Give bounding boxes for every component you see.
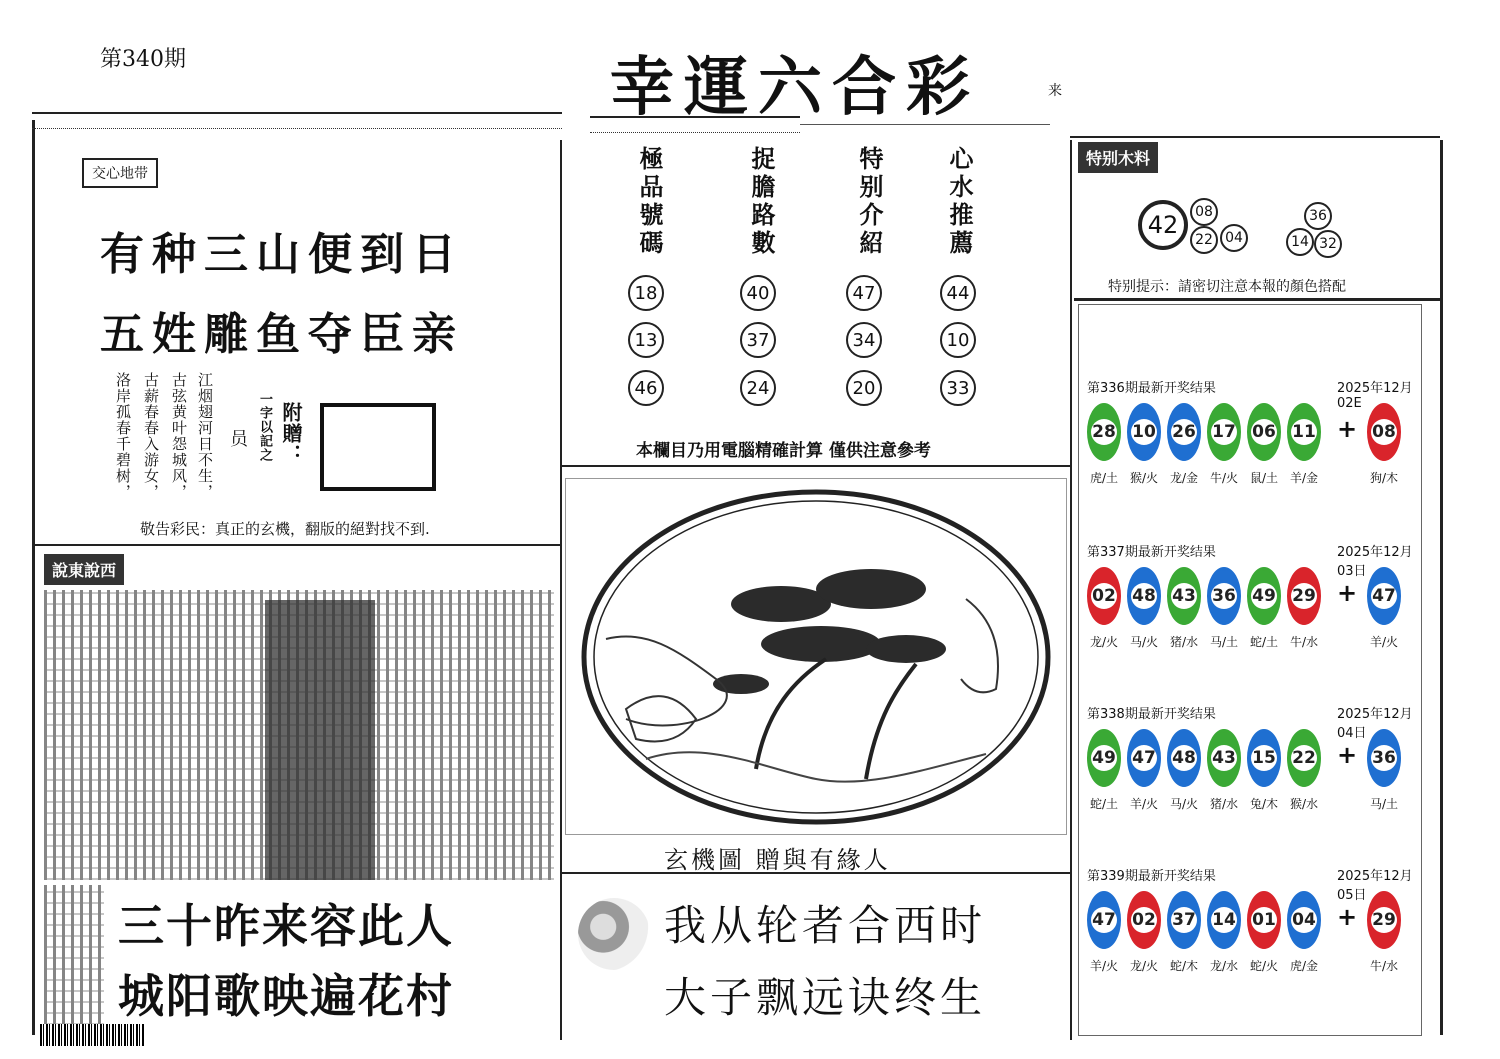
section-tag-special: 特别木料 bbox=[1078, 142, 1158, 173]
column-title-2: 捉膽路數 bbox=[747, 146, 776, 258]
lottery-ball bbox=[1167, 729, 1201, 787]
zodiac-label: 蛇/木 bbox=[1169, 959, 1199, 973]
ball-number: 14 bbox=[1211, 907, 1237, 933]
ball-number: 01 bbox=[1251, 907, 1277, 933]
page-title: 幸運六合彩 bbox=[610, 50, 980, 125]
right-top-border bbox=[1070, 136, 1440, 138]
yin-yang-icon bbox=[578, 898, 650, 970]
zodiac-label: 鼠/土 bbox=[1249, 471, 1279, 485]
zodiac-label: 龙/水 bbox=[1209, 959, 1239, 973]
results-panel bbox=[1078, 304, 1422, 1036]
verse-col-3: 古薪春春入游女， bbox=[142, 372, 160, 500]
result-date: 2025年12月05日 bbox=[1337, 869, 1413, 903]
zodiac-label: 狗/木 bbox=[1369, 471, 1399, 485]
verse-col-1: 江烟翅河日不生， bbox=[196, 372, 214, 500]
zodiac-label: 牛/水 bbox=[1369, 959, 1399, 973]
lottery-ball bbox=[1287, 729, 1321, 787]
ball-number: 36 bbox=[1211, 583, 1237, 609]
ball-number: 29 bbox=[1371, 907, 1397, 933]
plus-sign: + bbox=[1337, 741, 1358, 769]
bottom-poem-line-2: 大子飘远诀终生 bbox=[664, 973, 987, 1022]
poem-line-2: 五姓雕鱼夺臣亲 bbox=[100, 309, 464, 360]
ball-number: 15 bbox=[1251, 745, 1277, 771]
ball-number: 02 bbox=[1131, 907, 1157, 933]
pick-number: 24 bbox=[740, 370, 776, 406]
verse-col-4: 洛岸孤春千碧树， bbox=[114, 372, 132, 500]
pick-number: 47 bbox=[846, 275, 882, 311]
ball-number: 08 bbox=[1371, 419, 1397, 445]
lottery-ball bbox=[1287, 891, 1321, 949]
zodiac-label: 马/火 bbox=[1169, 797, 1199, 811]
zodiac-label: 蛇/土 bbox=[1249, 635, 1279, 649]
warning-text: 敬告彩民：真正的玄機，翻版的絕對找不到. bbox=[140, 520, 430, 538]
ball-number: 17 bbox=[1211, 419, 1237, 445]
zodiac-label: 蛇/土 bbox=[1089, 797, 1119, 811]
lottery-ball bbox=[1367, 891, 1401, 949]
zodiac-label: 猪/水 bbox=[1169, 635, 1199, 649]
pick-number: 40 bbox=[740, 275, 776, 311]
ball-number: 36 bbox=[1371, 745, 1397, 771]
ball-number: 29 bbox=[1291, 583, 1317, 609]
result-title: 第338期最新开奖结果 bbox=[1087, 707, 1216, 722]
lottery-ball bbox=[1127, 729, 1161, 787]
zodiac-label: 蛇/火 bbox=[1249, 959, 1279, 973]
hint-label: 一字以記之 bbox=[257, 392, 272, 462]
lottery-ball bbox=[1207, 567, 1241, 625]
top-left-vine-border bbox=[32, 112, 562, 129]
lottery-ball bbox=[1247, 729, 1281, 787]
title-underline bbox=[800, 124, 1050, 125]
faded-column-block bbox=[265, 600, 375, 880]
gossip-poem-line-2: 城阳歌映遍花村 bbox=[118, 969, 454, 1023]
ball-number: 37 bbox=[1171, 907, 1197, 933]
gossip-poem-line-1: 三十昨来容此人 bbox=[118, 899, 454, 953]
lottery-ball bbox=[1207, 729, 1241, 787]
issue-number: 第340期 bbox=[100, 47, 186, 72]
ball-number: 47 bbox=[1131, 745, 1157, 771]
zodiac-label: 龙/金 bbox=[1169, 471, 1199, 485]
lottery-ball bbox=[1287, 567, 1321, 625]
lottery-ball bbox=[1207, 403, 1241, 461]
answer-box bbox=[320, 403, 436, 491]
zodiac-label: 兔/木 bbox=[1249, 797, 1279, 811]
plus-sign: + bbox=[1337, 903, 1358, 931]
pick-number: 37 bbox=[740, 322, 776, 358]
ball-number: 48 bbox=[1131, 583, 1157, 609]
bottom-poem-line-1: 我从轮者合西时 bbox=[664, 901, 987, 950]
middle-left-divider bbox=[560, 140, 562, 1040]
lottery-ball bbox=[1167, 891, 1201, 949]
poem-line-1: 有种三山便到日 bbox=[100, 229, 464, 280]
result-date: 2025年12月04日 bbox=[1337, 707, 1413, 741]
special-small-number: 08 bbox=[1190, 198, 1218, 226]
zodiac-label: 羊/火 bbox=[1129, 797, 1159, 811]
lottery-ball bbox=[1127, 891, 1161, 949]
ball-number: 49 bbox=[1251, 583, 1277, 609]
middle-right-divider bbox=[1070, 140, 1072, 1040]
ball-number: 02 bbox=[1091, 583, 1117, 609]
plus-sign: + bbox=[1337, 415, 1358, 443]
lottery-ball bbox=[1247, 403, 1281, 461]
result-title: 第336期最新开奖结果 bbox=[1087, 381, 1216, 396]
ball-number: 22 bbox=[1291, 745, 1317, 771]
zodiac-label: 猪/水 bbox=[1209, 797, 1239, 811]
zodiac-label: 牛/水 bbox=[1289, 635, 1319, 649]
ball-number: 48 bbox=[1171, 745, 1197, 771]
special-small-number: 22 bbox=[1190, 226, 1218, 254]
right-vine-border bbox=[1440, 140, 1443, 1035]
ball-number: 47 bbox=[1371, 583, 1397, 609]
zodiac-label: 羊/火 bbox=[1089, 959, 1119, 973]
result-title: 第337期最新开奖结果 bbox=[1087, 545, 1216, 560]
section-tag-gossip: 說東說西 bbox=[44, 554, 124, 585]
lottery-ball bbox=[1087, 891, 1121, 949]
lottery-ball bbox=[1167, 567, 1201, 625]
column-title-1: 極品號碼 bbox=[635, 146, 664, 258]
lottery-ball bbox=[1127, 567, 1161, 625]
pick-number: 46 bbox=[628, 370, 664, 406]
ball-number: 43 bbox=[1171, 583, 1197, 609]
member-char: 员 bbox=[230, 429, 248, 450]
result-title: 第339期最新开奖结果 bbox=[1087, 869, 1216, 884]
special-small-number: 14 bbox=[1286, 228, 1314, 256]
ball-number: 06 bbox=[1251, 419, 1277, 445]
zodiac-label: 龙/火 bbox=[1129, 959, 1159, 973]
zodiac-label: 龙/火 bbox=[1089, 635, 1119, 649]
lottery-ball bbox=[1287, 403, 1321, 461]
right-section-divider bbox=[1074, 298, 1440, 301]
special-small-number: 32 bbox=[1314, 230, 1342, 258]
zodiac-label: 羊/火 bbox=[1369, 635, 1399, 649]
zodiac-label: 马/火 bbox=[1129, 635, 1159, 649]
picture-caption: 玄機圖 贈與有緣人 bbox=[664, 846, 891, 874]
zodiac-label: 马/土 bbox=[1209, 635, 1239, 649]
barcode bbox=[40, 1024, 145, 1046]
lottery-ball bbox=[1367, 567, 1401, 625]
result-date: 2025年12月03日 bbox=[1337, 545, 1413, 579]
lottery-ball bbox=[1247, 567, 1281, 625]
lottery-ball bbox=[1127, 403, 1161, 461]
verse-col-2: 古弦黄叶怨城风， bbox=[170, 372, 188, 500]
zodiac-label: 羊/金 bbox=[1289, 471, 1319, 485]
zodiac-label: 马/土 bbox=[1369, 797, 1399, 811]
pick-number: 18 bbox=[628, 275, 664, 311]
ball-number: 47 bbox=[1091, 907, 1117, 933]
pick-number: 33 bbox=[940, 370, 976, 406]
ball-number: 26 bbox=[1171, 419, 1197, 445]
lottery-ball bbox=[1367, 403, 1401, 461]
zodiac-label: 猴/火 bbox=[1129, 471, 1159, 485]
column-title-3: 特别介紹 bbox=[855, 146, 884, 258]
plus-sign: + bbox=[1337, 579, 1358, 607]
ball-number: 10 bbox=[1131, 419, 1157, 445]
lottery-ball bbox=[1087, 729, 1121, 787]
ball-number: 04 bbox=[1291, 907, 1317, 933]
ball-number: 43 bbox=[1211, 745, 1237, 771]
zodiac-label: 牛/火 bbox=[1209, 471, 1239, 485]
lottery-ball bbox=[1087, 403, 1121, 461]
mystery-picture bbox=[565, 478, 1067, 835]
ball-number: 11 bbox=[1291, 419, 1317, 445]
lottery-ball bbox=[1207, 891, 1241, 949]
lottery-ball bbox=[1247, 891, 1281, 949]
pick-number: 20 bbox=[846, 370, 882, 406]
title-suffix: 来 bbox=[1048, 83, 1062, 99]
pick-number: 34 bbox=[846, 322, 882, 358]
gift-label: 附贈： bbox=[279, 402, 303, 465]
special-tip: 特别提示：請密切注意本報的顏色搭配 bbox=[1108, 279, 1346, 295]
faded-edge-block bbox=[44, 885, 104, 1025]
left-section-divider bbox=[32, 544, 560, 546]
lottery-ball bbox=[1087, 567, 1121, 625]
ball-number: 49 bbox=[1091, 745, 1117, 771]
pick-number: 44 bbox=[940, 275, 976, 311]
pick-number: 10 bbox=[940, 322, 976, 358]
zodiac-label: 虎/金 bbox=[1289, 959, 1319, 973]
plate-illustration bbox=[566, 479, 1066, 834]
pick-number: 13 bbox=[628, 322, 664, 358]
ball-number: 28 bbox=[1091, 419, 1117, 445]
special-small-number: 36 bbox=[1304, 202, 1332, 230]
middle-section-divider-1 bbox=[560, 465, 1070, 467]
lottery-ball bbox=[1167, 403, 1201, 461]
zodiac-label: 虎/土 bbox=[1089, 471, 1119, 485]
column-title-4: 心水推薦 bbox=[945, 146, 974, 258]
title-vine-ornament bbox=[590, 116, 800, 133]
zodiac-label: 猴/水 bbox=[1289, 797, 1319, 811]
left-vine-border bbox=[32, 120, 35, 1035]
special-small-number: 04 bbox=[1220, 224, 1248, 252]
lottery-ball bbox=[1367, 729, 1401, 787]
section-tag-heart: 交心地带 bbox=[82, 158, 158, 188]
main-special-number: 42 bbox=[1138, 200, 1188, 250]
result-date: 2025年12月02E bbox=[1337, 381, 1413, 411]
computer-note: 本欄目乃用電腦精確計算 僅供注意參考 bbox=[636, 441, 931, 461]
